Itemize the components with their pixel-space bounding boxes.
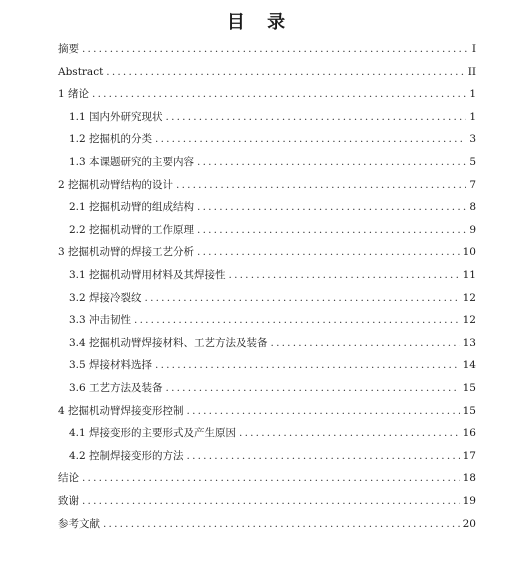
toc-entry-page: II [467,65,476,78]
toc-entry-page: 16 [462,427,476,440]
toc-entry-page: 11 [462,269,476,281]
toc-entry-title: 4.1 焊接变形的主要形式及产生原因 [69,427,237,440]
toc-entry[interactable] [69,424,476,442]
toc-entry[interactable] [69,130,476,148]
toc-dot-leader [166,108,467,126]
toc-entry[interactable] [69,311,476,329]
toc-entry-title: 3.4 挖掘机动臂焊接材料、工艺方法及装备 [69,336,268,349]
toc-entry[interactable] [69,266,476,284]
toc-entry-title: 致谢 [58,495,79,507]
toc-entry[interactable] [58,492,476,510]
toc-entry[interactable] [58,85,476,103]
toc-entry-title: 4 挖掘机动臂焊接变形控制 [58,404,184,417]
toc-dot-leader [155,130,466,148]
toc-entry[interactable] [69,108,476,126]
toc-entry[interactable] [69,334,476,352]
toc-dot-leader [155,356,460,374]
toc-entry-page: 9 [469,223,476,236]
toc-dot-leader [82,40,469,58]
toc-entry-page: 5 [469,156,476,168]
toc-dot-leader [145,289,460,307]
toc-dot-leader [82,492,460,510]
toc-entry-page: 13 [462,336,476,349]
toc-entry[interactable] [58,63,476,81]
toc-entry-page: 19 [462,495,476,507]
toc-dot-leader [187,402,460,420]
toc-entry-title: 1 绪论 [58,88,90,101]
toc-entry-page: 10 [462,246,476,259]
toc-dot-leader [239,424,460,442]
toc-entry[interactable] [69,447,476,465]
toc-dot-leader [106,63,464,81]
toc-entry-page: 18 [462,472,476,485]
toc-entry-title: 1.3 本课题研究的主要内容 [69,156,195,168]
toc-entry[interactable] [69,356,476,374]
toc-entry-title: 3.1 挖掘机动臂用材料及其焊接性 [69,269,226,281]
toc-entry-page: 7 [469,178,476,191]
toc-entry-title: 结论 [58,472,79,485]
toc-entry[interactable] [58,469,476,487]
toc-entry-page: 1 [469,110,476,123]
toc-entry-title: 3.6 工艺方法及装备 [69,382,163,394]
toc-entry-title: 3.3 冲击韧性 [69,314,132,327]
toc-entry[interactable] [69,289,476,307]
toc-entry[interactable] [69,153,476,171]
toc-entry[interactable] [69,198,476,216]
toc-entry[interactable] [58,515,476,533]
toc-entry-page: 12 [462,314,476,327]
toc-entry-page: 20 [462,517,476,530]
toc-dot-leader [271,334,460,352]
toc-dot-leader [197,198,466,216]
toc-entry-page: 15 [462,404,476,417]
toc-entry-title: 3.2 焊接冷裂纹 [69,291,142,304]
toc-dot-leader [134,311,460,329]
toc-dot-leader [229,266,460,284]
toc-dot-leader [197,153,466,171]
toc-entry-title: 1.1 国内外研究现状 [69,110,163,123]
toc-entry-page: 15 [462,382,476,394]
toc-entry-title: 摘要 [58,43,79,55]
toc-entry-title: 4.2 控制焊接变形的方法 [69,449,184,462]
toc-entry-page: 3 [469,133,476,146]
toc-entry-title: 2 挖掘机动臂结构的设计 [58,178,174,191]
toc-entry[interactable] [58,176,476,194]
toc-dot-leader [166,379,460,397]
toc-entry-page: 14 [462,359,476,372]
toc-dot-leader [92,85,466,103]
page-title: 目 录 [226,12,294,33]
toc-entry[interactable] [69,379,476,397]
toc-entry-title: 2.1 挖掘机动臂的组成结构 [69,201,195,214]
toc-entry-page: I [471,43,476,55]
toc-entry-title: Abstract [58,65,104,78]
toc-dot-leader [176,176,466,194]
toc-entry-page: 8 [469,201,476,214]
toc-entry[interactable] [58,40,476,58]
toc-entry[interactable] [58,402,476,420]
toc-entry-title: 3 挖掘机动臂的焊接工艺分析 [58,246,195,259]
toc-entry-page: 12 [462,291,476,304]
toc-entry-page: 1 [469,88,476,101]
toc-entry-title: 2.2 挖掘机动臂的工作原理 [69,223,195,236]
toc-dot-leader [187,447,460,465]
toc-dot-leader [82,469,460,487]
toc-entry-title: 参考文献 [58,517,100,530]
toc-entry[interactable] [69,221,476,239]
toc-entry-title: 3.5 焊接材料选择 [69,359,153,372]
toc-dot-leader [197,243,460,261]
toc-dot-leader [197,221,466,239]
toc-entry[interactable] [58,243,476,261]
toc-entry-page: 17 [462,449,476,462]
toc-entry-title: 1.2 挖掘机的分类 [69,133,153,146]
toc-dot-leader [103,515,460,533]
